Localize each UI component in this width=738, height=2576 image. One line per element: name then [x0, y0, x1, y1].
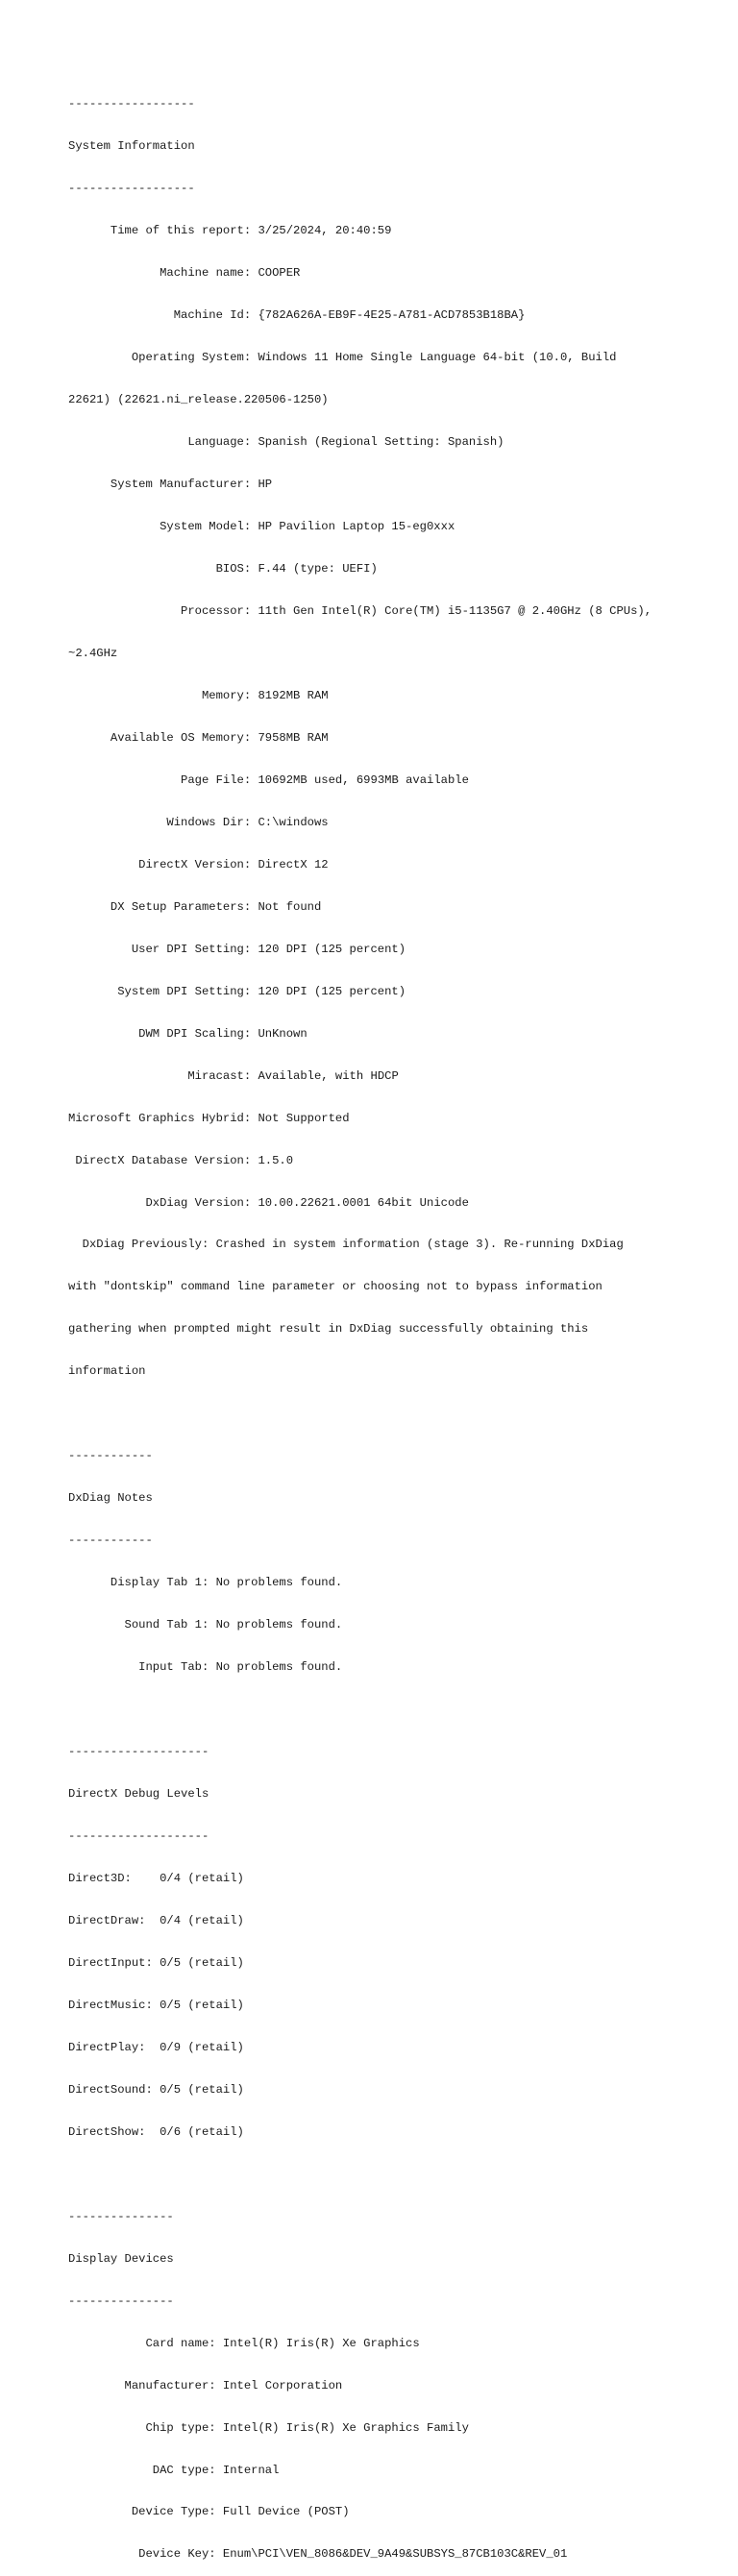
- debug-level-directshow: DirectShow: 0/6 (retail): [68, 2124, 244, 2139]
- section-rule: ------------: [68, 1533, 153, 1548]
- field-available-os-memory: Available OS Memory: 7958MB RAM: [68, 730, 329, 745]
- field-graphics-hybrid: Microsoft Graphics Hybrid: Not Supported: [68, 1111, 350, 1125]
- note-sound-tab: Sound Tab 1: No problems found.: [68, 1618, 343, 1632]
- field-dxdiag-previously-continued: gathering when prompted might result in DxDiag successfully obtaining this: [68, 1322, 589, 1337]
- note-display-tab: Display Tab 1: No problems found.: [68, 1576, 343, 1590]
- field-dac-type: DAC type: Internal: [68, 2463, 280, 2477]
- section-heading-dxdiag-notes: DxDiag Notes: [68, 1491, 153, 1506]
- field-dxdiag-previously: DxDiag Previously: Crashed in system information (stage 3). Re-running DxDiag: [68, 1238, 624, 1252]
- blank-line: [68, 1703, 683, 1717]
- field-page-file: Page File: 10692MB used, 6993MB available: [68, 773, 469, 787]
- debug-level-directmusic: DirectMusic: 0/5 (retail): [68, 1998, 244, 2012]
- section-heading-display-devices: Display Devices: [68, 2251, 174, 2266]
- field-device-type: Device Type: Full Device (POST): [68, 2505, 350, 2519]
- field-machine-name: Machine name: COOPER: [68, 266, 301, 281]
- field-operating-system: Operating System: Windows 11 Home Single Language 64-bit (10.0, Build: [68, 351, 617, 365]
- field-dxdiag-version: DxDiag Version: 10.00.22621.0001 64bit Unicode: [68, 1195, 469, 1210]
- dxdiag-report-text: [68, 69, 683, 2576]
- debug-level-direct3d: Direct3D: 0/4 (retail): [68, 1871, 244, 1885]
- field-directx-version: DirectX Version: DirectX 12: [68, 857, 329, 871]
- note-input-tab: Input Tab: No problems found.: [68, 1660, 343, 1675]
- field-time-of-report: Time of this report: 3/25/2024, 20:40:59: [68, 224, 392, 238]
- field-processor-continued: ~2.4GHz: [68, 646, 118, 660]
- field-card-name: Card name: Intel(R) Iris(R) Xe Graphics: [68, 2336, 420, 2350]
- section-rule: --------------------: [68, 1829, 209, 1843]
- field-processor: Processor: 11th Gen Intel(R) Core(TM) i5-1135G7 @ 2.40GHz (8 CPUs),: [68, 603, 652, 618]
- field-dxdiag-previously-continued: with "dontskip" command line parameter or choosing not to bypass information: [68, 1280, 603, 1294]
- field-miracast: Miracast: Available, with HDCP: [68, 1068, 399, 1083]
- section-rule: ------------------: [68, 97, 195, 111]
- field-dx-setup-parameters: DX Setup Parameters: Not found: [68, 899, 322, 914]
- field-manufacturer: Manufacturer: Intel Corporation: [68, 2378, 343, 2392]
- field-directx-database-version: DirectX Database Version: 1.5.0: [68, 1153, 294, 1167]
- field-machine-id: Machine Id: {782A626A-EB9F-4E25-A781-ACD7853B18BA}: [68, 308, 526, 323]
- field-system-dpi-setting: System DPI Setting: 120 DPI (125 percent): [68, 984, 406, 998]
- field-language: Language: Spanish (Regional Setting: Spanish): [68, 435, 504, 450]
- blank-line: [68, 1407, 683, 1421]
- field-memory: Memory: 8192MB RAM: [68, 688, 329, 702]
- debug-level-directdraw: DirectDraw: 0/4 (retail): [68, 1913, 244, 1927]
- blank-line: [68, 2168, 683, 2182]
- field-bios: BIOS: F.44 (type: UEFI): [68, 561, 378, 576]
- field-dxdiag-previously-continued: information: [68, 1364, 146, 1379]
- field-user-dpi-setting: User DPI Setting: 120 DPI (125 percent): [68, 942, 406, 956]
- section-rule: ---------------: [68, 2294, 174, 2308]
- debug-level-directsound: DirectSound: 0/5 (retail): [68, 2082, 244, 2097]
- section-rule: ------------: [68, 1449, 153, 1463]
- debug-level-directplay: DirectPlay: 0/9 (retail): [68, 2040, 244, 2054]
- field-device-key: Device Key: Enum\PCI\VEN_8086&DEV_9A49&SUBSYS_87CB103C&REV_01: [68, 2547, 568, 2562]
- section-rule: ------------------: [68, 182, 195, 196]
- section-heading-system-information: System Information: [68, 139, 195, 154]
- field-operating-system-continued: 22621) (22621.ni_release.220506-1250): [68, 393, 329, 407]
- field-windows-dir: Windows Dir: C:\windows: [68, 815, 329, 829]
- debug-level-directinput: DirectInput: 0/5 (retail): [68, 1955, 244, 1970]
- section-rule: --------------------: [68, 1745, 209, 1759]
- field-system-manufacturer: System Manufacturer: HP: [68, 478, 273, 492]
- section-heading-directx-debug-levels: DirectX Debug Levels: [68, 1787, 209, 1802]
- field-system-model: System Model: HP Pavilion Laptop 15-eg0xxx: [68, 520, 455, 533]
- field-chip-type: Chip type: Intel(R) Iris(R) Xe Graphics Family: [68, 2420, 469, 2435]
- field-dwm-dpi-scaling: DWM DPI Scaling: UnKnown: [68, 1026, 308, 1041]
- section-rule: ---------------: [68, 2209, 174, 2223]
